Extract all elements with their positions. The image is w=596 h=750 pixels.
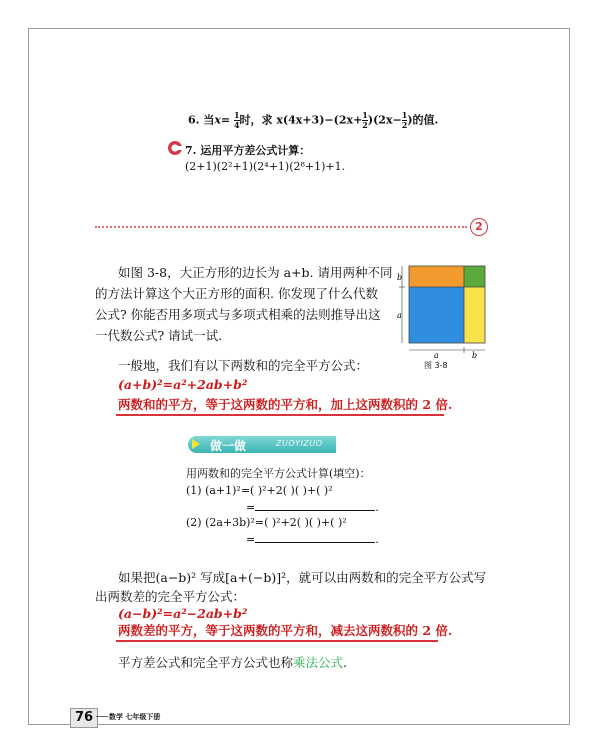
activity-banner [188,436,336,453]
multiplication-formulas-term: 乘法公式 [293,655,344,670]
page-number-pointer [96,716,108,717]
intro-line-2: 的方法计算这个大正方形的面积. 你发现了什么代数 [95,286,378,301]
problem-7-title: 7. 运用平方差公式计算： [185,144,311,157]
section-divider [95,226,467,228]
fig-label-b-bottom: b [472,351,478,360]
intro-line-1: 如图 3-8，大正方形的边长为 a+b. 请用两种不同 [118,265,393,280]
problem-6: 6. 当x= $\frac{1}{4}$ 时，求 x(4x+3)−(2x+ $\frac{1}{2}$ )(2x− $\frac{1}{2}$ )的值. [188,110,439,130]
closing-text: 平方差公式和完全平方公式也称乘法公式. [118,655,348,670]
fig-label-a-left: a [397,311,402,320]
answer-blank-2[interactable] [255,531,375,543]
formula-sum-square: (a+b)²=a²+2ab+b² [118,377,248,392]
general-intro: 一般地，我们有以下两数和的完全平方公式： [118,358,369,373]
diff-line-2: 出两数差的完全平方公式： [95,589,246,604]
fig-label-a-bottom: a [434,351,439,360]
book-title: 数学 七年级下册 [109,713,161,721]
activity-item-1-result: = . [246,501,379,514]
intro-line-3: 公式? 你能否用多项式与多项式相乘的法则推导出这 [95,307,381,322]
fig-label-b-top: b [397,273,403,282]
intro-line-4: 一代数公式? 请试一试. [95,328,223,343]
activity-item-1: (1) (a+1)²=( )²+2( )( )+( )² [186,484,333,497]
underline-1 [116,414,444,416]
page-number: 76 [70,708,98,728]
figure-3-8 [394,262,494,372]
challenge-icon [167,140,183,156]
activity-item-2-result: = . [246,533,379,546]
problem-7-expression: (2+1)(2²+1)(2⁴+1)(2⁸+1)+1. [185,160,346,173]
underline-2 [116,640,438,642]
answer-blank-1[interactable] [255,499,375,511]
activity-instruction: 用两数和的完全平方公式计算(填空)： [186,467,371,480]
formula-diff-square: (a−b)²=a²−2ab+b² [118,606,248,621]
statement-diff-square: 两数差的平方，等于这两数的平方和，减去这两数积的 2 倍. [118,623,453,638]
play-arrow-icon [192,439,200,449]
statement-sum-square: 两数和的平方，等于这两数的平方和，加上这两数积的 2 倍. [118,397,453,412]
section-number: 2 [470,218,488,236]
figure-caption: 图 3-8 [424,361,448,370]
activity-title: 做一做 [210,439,247,453]
diff-line-1: 如果把(a−b)² 写成[a+(−b)]²，就可以由两数和的完全平方公式写 [118,570,487,585]
activity-pinyin: ZUOYIZUO [276,439,323,448]
activity-item-2: (2) (2a+3b)²=( )²+2( )( )+( )² [186,516,347,529]
